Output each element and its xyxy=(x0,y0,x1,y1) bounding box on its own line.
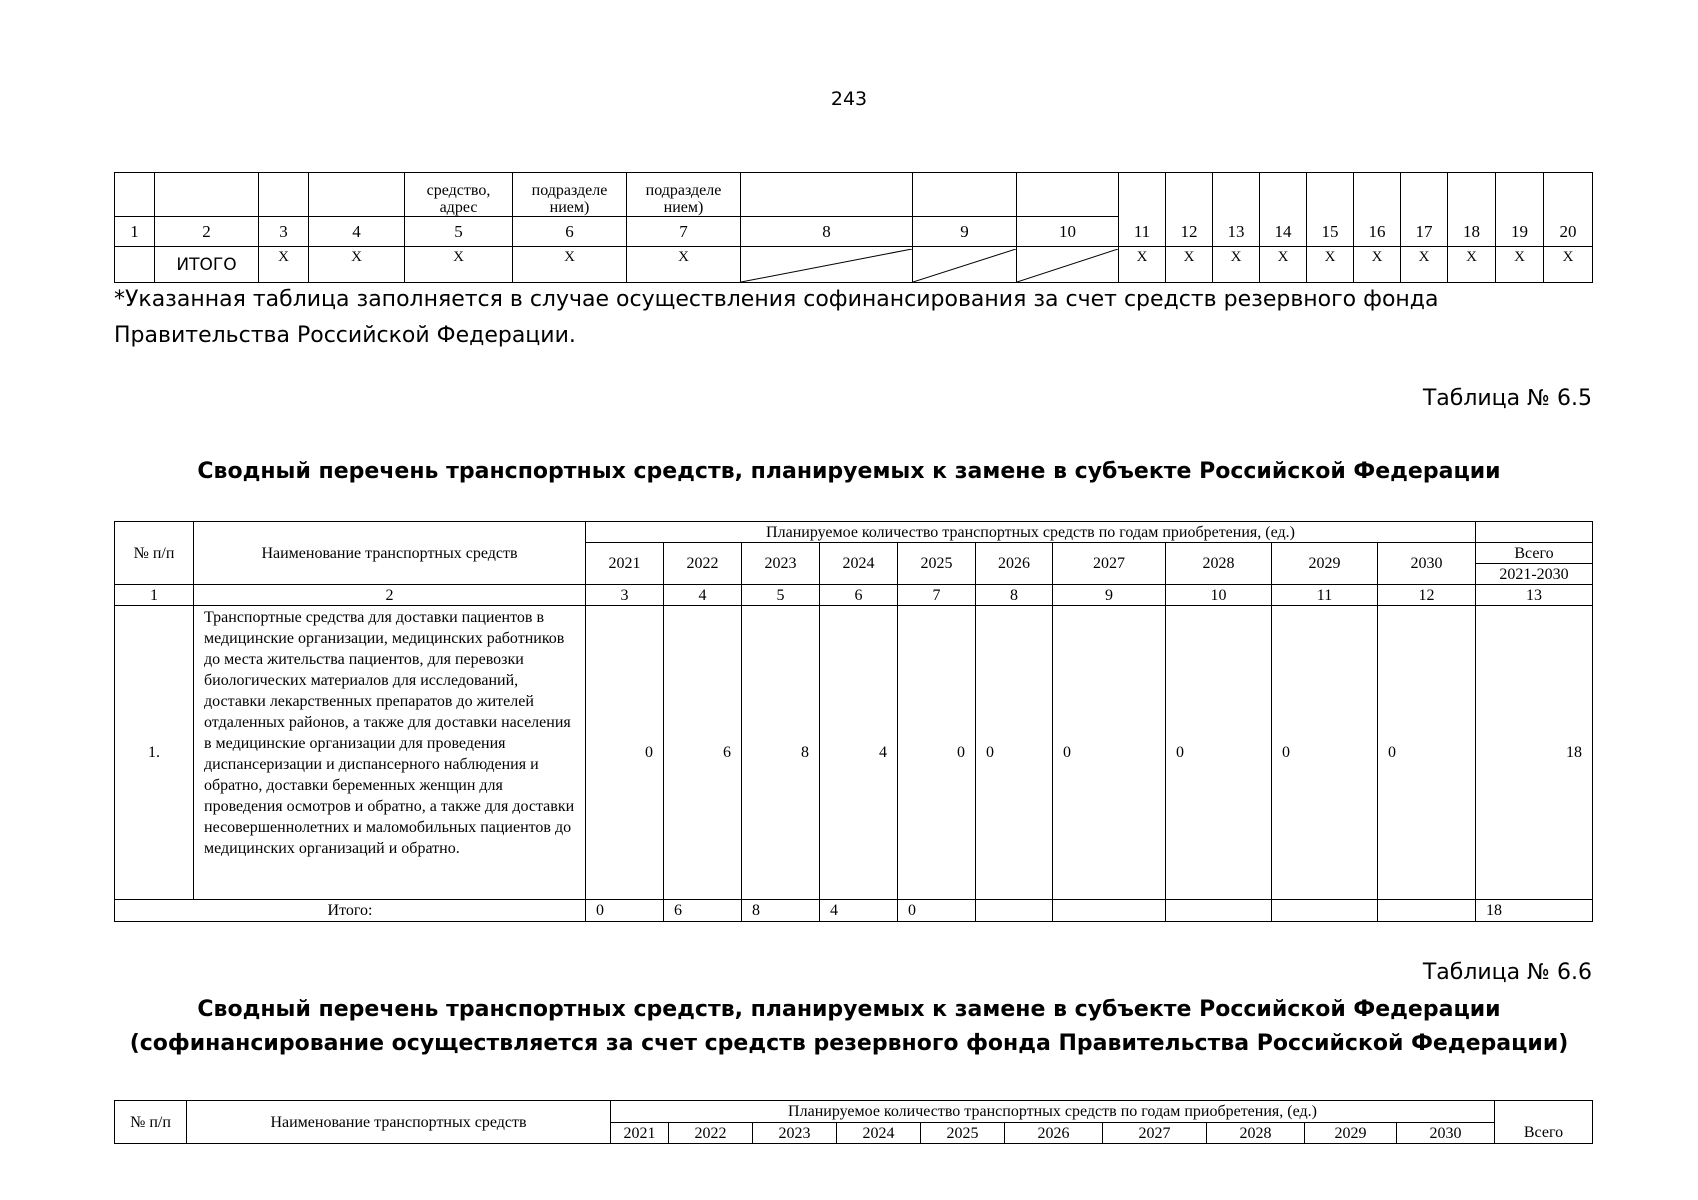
column-number: 1 xyxy=(115,585,194,606)
column-number: 6 xyxy=(820,585,898,606)
header-total-range: 2021-2030 xyxy=(1476,564,1593,585)
x-mark: Х xyxy=(1307,247,1354,283)
value-cell: 0 xyxy=(1378,606,1476,900)
header-num: № п/п xyxy=(115,522,194,585)
column-number: 20 xyxy=(1544,217,1593,247)
header-year: 2028 xyxy=(1166,543,1272,585)
table-6-6 xyxy=(114,1100,1593,1144)
table-6-6-heading xyxy=(0,993,1698,1061)
x-mark: Х xyxy=(1496,247,1544,283)
column-numbers-row xyxy=(115,217,1593,247)
header-year: 2021 xyxy=(611,1123,669,1144)
x-mark: Х xyxy=(1401,247,1448,283)
value-cell: 0 xyxy=(898,606,976,900)
total-label: Итого: xyxy=(115,900,586,922)
x-mark: Х xyxy=(1213,247,1260,283)
header-year: 2027 xyxy=(1103,1123,1207,1144)
column-number: 2 xyxy=(194,585,586,606)
table-6-6-heading-line2: (софинансирование осуществляется за счет средств резервного фонда Правительства Российской Федерации) xyxy=(129,1031,1569,1056)
x-mark: Х xyxy=(1260,247,1307,283)
x-mark: Х xyxy=(1544,247,1593,283)
row-number: 1. xyxy=(115,606,194,900)
total-value: 4 xyxy=(820,900,898,922)
column-number: 8 xyxy=(741,217,913,247)
column-number: 3 xyxy=(586,585,664,606)
header-year: 2023 xyxy=(753,1123,837,1144)
continuation-table xyxy=(114,172,1593,283)
header-year: 2024 xyxy=(820,543,898,585)
column-number: 15 xyxy=(1307,217,1354,247)
table-6-6-heading-line1: Сводный перечень транспортных средств, планируемых к замене в субъекте Российской Федерации xyxy=(197,997,1501,1022)
total-value xyxy=(1166,900,1272,922)
x-mark: Х xyxy=(309,247,405,283)
value-cell: 8 xyxy=(742,606,820,900)
x-mark: Х xyxy=(627,247,741,283)
x-mark: Х xyxy=(1119,247,1166,283)
header-year: 2025 xyxy=(921,1123,1005,1144)
column-number: 4 xyxy=(309,217,405,247)
total-value: 0 xyxy=(898,900,976,922)
total-label: ИТОГО xyxy=(155,247,259,283)
header-year: 2029 xyxy=(1305,1123,1397,1144)
diagonal-cell xyxy=(741,247,913,283)
diagonal-line xyxy=(741,249,912,282)
column-number: 19 xyxy=(1496,217,1544,247)
value-cell: 0 xyxy=(976,606,1053,900)
header-planned: Планируемое количество транспортных средств по годам приобретения, (ед.) xyxy=(586,522,1476,543)
column-number: 8 xyxy=(976,585,1053,606)
column-number: 11 xyxy=(1119,217,1166,247)
table-6-5-heading: Сводный перечень транспортных средств, планируемых к замене в субъекте Российской Федерации xyxy=(197,459,1501,484)
table-6-5-label: Таблица № 6.5 xyxy=(1422,386,1592,411)
header-year: 2025 xyxy=(898,543,976,585)
table-row xyxy=(115,606,1593,900)
header-name: Наименование транспортных средств xyxy=(187,1101,611,1144)
header-year: 2030 xyxy=(1397,1123,1495,1144)
value-cell: 4 xyxy=(820,606,898,900)
total-row xyxy=(115,900,1593,922)
table-6-6-label: Таблица № 6.6 xyxy=(1422,960,1592,985)
column-number: 4 xyxy=(664,585,742,606)
x-mark: Х xyxy=(405,247,513,283)
grand-total: 18 xyxy=(1476,900,1593,922)
x-mark: Х xyxy=(259,247,309,283)
header-year: 2027 xyxy=(1053,543,1166,585)
column-number: 9 xyxy=(1053,585,1166,606)
row-total: 18 xyxy=(1476,606,1593,900)
table-6-5 xyxy=(114,521,1593,922)
continuation-header-row xyxy=(115,173,1593,217)
column-number: 9 xyxy=(913,217,1017,247)
value-cell: 0 xyxy=(586,606,664,900)
value-cell: 6 xyxy=(664,606,742,900)
header-row xyxy=(115,522,1593,543)
header-planned: Планируемое количество транспортных средств по годам приобретения, (ед.) xyxy=(611,1101,1495,1123)
column-number: 10 xyxy=(1017,217,1119,247)
header-num: № п/п xyxy=(115,1101,187,1144)
column-number: 11 xyxy=(1272,585,1378,606)
header-year: 2024 xyxy=(837,1123,921,1144)
total-value: 6 xyxy=(664,900,742,922)
diagonal-cell xyxy=(1017,247,1119,283)
vehicle-description: Транспортные средства для доставки пациентов в медицинские организации, медицинских работников до места жительства пациентов, для перевозки биологических материалов для исследований, доставки лекарственных препаратов до жителей отдаленных районов, а также для доставки населения в медицинские организации для проведения диспансеризации и диспансерного наблюдения и обратно, доставки беременных женщин для проведения осмотров и обратно, а также для доставки несовершеннолетних и маломобильных пациентов до медицинских организаций и обратно. xyxy=(194,606,586,900)
column-number: 7 xyxy=(627,217,741,247)
header-year: 2021 xyxy=(586,543,664,585)
x-mark: Х xyxy=(1354,247,1401,283)
value-cell: 0 xyxy=(1272,606,1378,900)
header-name: Наименование транспортных средств xyxy=(194,522,586,585)
header-fragment-col6: подразделе нием) xyxy=(513,173,627,217)
header-year: 2028 xyxy=(1207,1123,1305,1144)
header-year: 2022 xyxy=(669,1123,753,1144)
column-number: 6 xyxy=(513,217,627,247)
column-number: 13 xyxy=(1476,585,1593,606)
column-number: 2 xyxy=(155,217,259,247)
column-number: 7 xyxy=(898,585,976,606)
total-value xyxy=(976,900,1053,922)
diagonal-line xyxy=(1017,249,1118,282)
value-cell: 0 xyxy=(1166,606,1272,900)
page-number: 243 xyxy=(830,88,868,110)
header-fragment-col5: средство, адрес xyxy=(405,173,513,217)
column-number: 12 xyxy=(1166,217,1213,247)
total-value xyxy=(1053,900,1166,922)
x-mark: Х xyxy=(1448,247,1496,283)
total-value: 0 xyxy=(586,900,664,922)
column-number: 16 xyxy=(1354,217,1401,247)
column-number: 10 xyxy=(1166,585,1272,606)
header-year: 2026 xyxy=(1005,1123,1103,1144)
column-numbers-row xyxy=(115,585,1593,606)
continuation-total-row xyxy=(115,247,1593,283)
header-row xyxy=(115,1101,1593,1123)
diagonal-line xyxy=(913,249,1016,282)
column-number: 17 xyxy=(1401,217,1448,247)
header-total: Всего xyxy=(1476,543,1593,564)
column-number: 1 xyxy=(115,217,155,247)
header-year: 2026 xyxy=(976,543,1053,585)
column-number: 12 xyxy=(1378,585,1476,606)
total-value xyxy=(1272,900,1378,922)
header-year: 2029 xyxy=(1272,543,1378,585)
header-year: 2030 xyxy=(1378,543,1476,585)
x-mark: Х xyxy=(513,247,627,283)
header-year: 2023 xyxy=(742,543,820,585)
value-cell: 0 xyxy=(1053,606,1166,900)
column-number: 5 xyxy=(405,217,513,247)
header-fragment-col7: подразделе нием) xyxy=(627,173,741,217)
x-mark: Х xyxy=(1166,247,1213,283)
column-number: 14 xyxy=(1260,217,1307,247)
header-year: 2022 xyxy=(664,543,742,585)
column-number: 5 xyxy=(742,585,820,606)
total-value: 8 xyxy=(742,900,820,922)
total-value xyxy=(1378,900,1476,922)
header-total: Всего xyxy=(1495,1123,1593,1144)
column-number: 13 xyxy=(1213,217,1260,247)
column-number: 18 xyxy=(1448,217,1496,247)
diagonal-cell xyxy=(913,247,1017,283)
column-number: 3 xyxy=(259,217,309,247)
footnote: *Указанная таблица заполняется в случае осуществления софинансирования за счет средств резервного фонда Правительства Российской Федерации. xyxy=(114,287,1439,348)
